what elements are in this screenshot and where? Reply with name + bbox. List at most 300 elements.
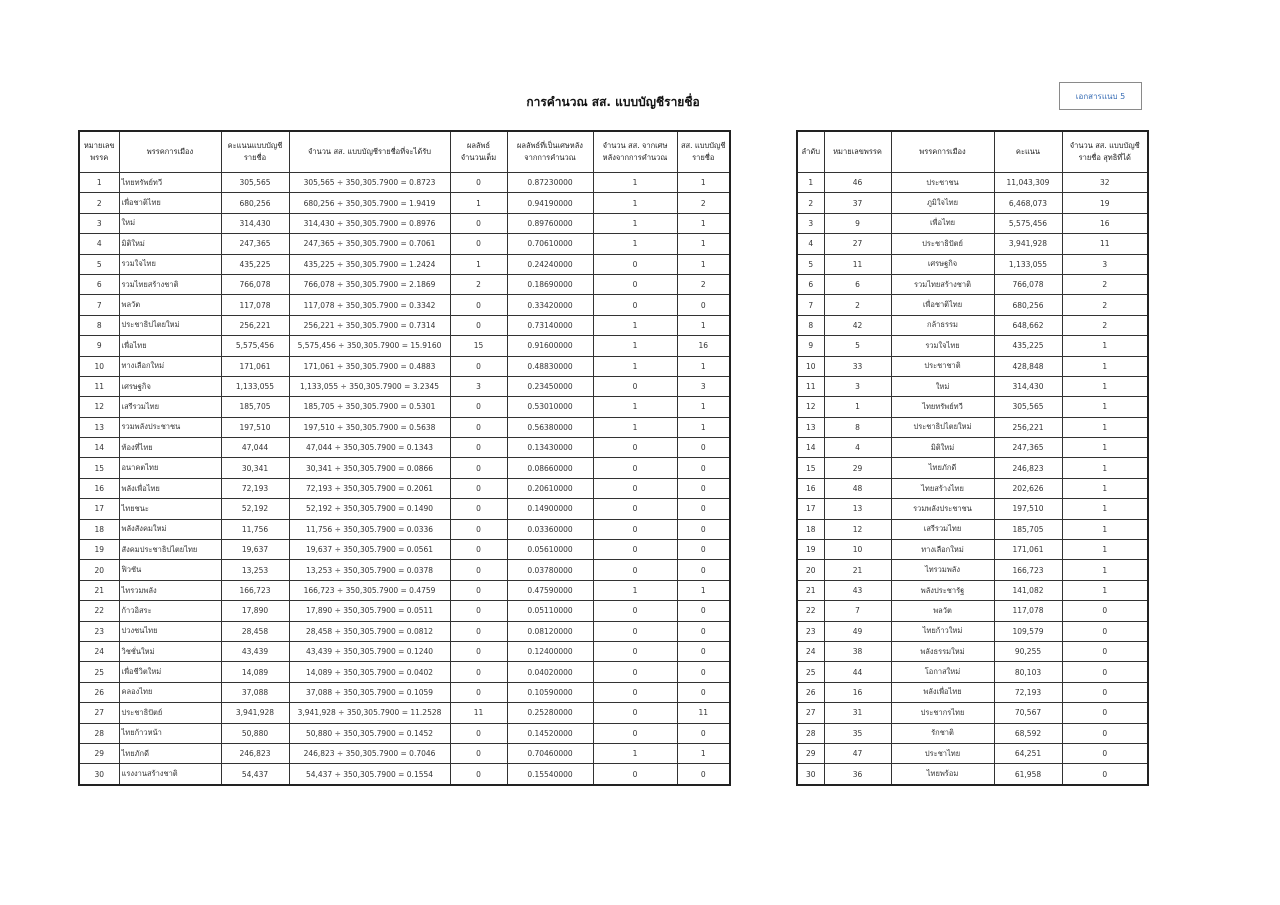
cell-remainder: 0.48830000 <box>507 356 593 376</box>
cell-votes: 52,192 <box>221 499 289 519</box>
cell-net-seats: 1 <box>1062 417 1148 437</box>
cell-remainder: 0.23450000 <box>507 376 593 396</box>
cell-net-seats: 3 <box>1062 254 1148 274</box>
cell-party-name: อนาคตไทย <box>119 458 221 478</box>
cell-remainder: 0.25280000 <box>507 703 593 723</box>
ranking-table-row <box>797 499 1148 519</box>
cell-party-name: พลังประชารัฐ <box>891 580 994 600</box>
cell-formula: 246,823 ÷ 350,305.7900 = 0.7046 <box>289 743 450 763</box>
cell-votes: 117,078 <box>221 295 289 315</box>
ranking-table-row <box>797 295 1148 315</box>
cell-rank: 6 <box>797 274 824 294</box>
cell-party-list-seats: 0 <box>677 478 730 498</box>
cell-party-name: ทางเลือกใหม่ <box>891 540 994 560</box>
ranking-table-row <box>797 213 1148 233</box>
header-integer-result: ผลลัพธ์จำนวนเต็ม <box>450 131 507 173</box>
cell-remainder: 0.14900000 <box>507 499 593 519</box>
cell-party-name: ประชาธิปัตย์ <box>119 703 221 723</box>
calc-table-row <box>79 743 730 763</box>
cell-net-seats: 32 <box>1062 173 1148 193</box>
header-party-name: พรรคการเมือง <box>119 131 221 173</box>
cell-rank: 14 <box>797 438 824 458</box>
cell-seats-from-remainder: 1 <box>593 173 677 193</box>
calc-table-row <box>79 376 730 396</box>
cell-remainder: 0.14520000 <box>507 723 593 743</box>
cell-votes: 314,430 <box>994 376 1062 396</box>
cell-party-list-seats: 1 <box>677 213 730 233</box>
cell-party-name: รวมพลังประชาชน <box>119 417 221 437</box>
cell-votes: 171,061 <box>994 540 1062 560</box>
cell-party-name: ไทยก้าวหน้า <box>119 723 221 743</box>
cell-formula: 197,510 ÷ 350,305.7900 = 0.5638 <box>289 417 450 437</box>
cell-votes: 68,592 <box>994 723 1062 743</box>
cell-rank: 5 <box>797 254 824 274</box>
cell-integer-result: 1 <box>450 254 507 274</box>
cell-votes: 247,365 <box>221 234 289 254</box>
cell-remainder: 0.33420000 <box>507 295 593 315</box>
cell-party-number: 15 <box>79 458 119 478</box>
cell-party-name: แรงงานสร้างชาติ <box>119 764 221 785</box>
cell-formula: 17,890 ÷ 350,305.7900 = 0.0511 <box>289 601 450 621</box>
calc-table-row <box>79 662 730 682</box>
cell-rank: 29 <box>797 743 824 763</box>
calc-table-row <box>79 458 730 478</box>
header-seat-formula: จำนวน สส. แบบบัญชีรายชื่อที่จะได้รับ <box>289 131 450 173</box>
cell-net-seats: 0 <box>1062 764 1148 785</box>
cell-net-seats: 2 <box>1062 315 1148 335</box>
ranking-table-row <box>797 376 1148 396</box>
cell-party-number: 12 <box>79 397 119 417</box>
cell-party-number: 8 <box>824 417 891 437</box>
cell-party-name: เพื่อไทย <box>891 213 994 233</box>
header-rank: ลำดับ <box>797 131 824 173</box>
calc-table-row <box>79 540 730 560</box>
calc-table-row <box>79 478 730 498</box>
cell-net-seats: 1 <box>1062 458 1148 478</box>
calc-table-row <box>79 356 730 376</box>
cell-votes: 435,225 <box>221 254 289 274</box>
calc-table-row <box>79 213 730 233</box>
cell-net-seats: 1 <box>1062 438 1148 458</box>
cell-remainder: 0.13430000 <box>507 438 593 458</box>
cell-net-seats: 0 <box>1062 641 1148 661</box>
cell-seats-from-remainder: 0 <box>593 540 677 560</box>
ranking-table-row <box>797 703 1148 723</box>
cell-net-seats: 0 <box>1062 601 1148 621</box>
cell-seats-from-remainder: 1 <box>593 417 677 437</box>
cell-party-name: โอกาสใหม่ <box>891 662 994 682</box>
cell-integer-result: 11 <box>450 703 507 723</box>
cell-party-number: 16 <box>79 478 119 498</box>
cell-party-list-seats: 0 <box>677 458 730 478</box>
cell-party-name: รวมไทยสร้างชาติ <box>119 274 221 294</box>
cell-party-name: ไทยภักดี <box>119 743 221 763</box>
header-remainder: ผลลัพธ์ที่เป็นเศษหลังจากการคำนวณ <box>507 131 593 173</box>
cell-seats-from-remainder: 0 <box>593 438 677 458</box>
cell-votes: 3,941,928 <box>221 703 289 723</box>
cell-seats-from-remainder: 0 <box>593 478 677 498</box>
cell-party-name: ประชาธิปไตยใหม่ <box>119 315 221 335</box>
cell-rank: 30 <box>797 764 824 785</box>
cell-party-list-seats: 0 <box>677 438 730 458</box>
cell-party-name: รวมพลังประชาชน <box>891 499 994 519</box>
cell-votes: 197,510 <box>221 417 289 437</box>
cell-formula: 256,221 ÷ 350,305.7900 = 0.7314 <box>289 315 450 335</box>
cell-votes: 17,890 <box>221 601 289 621</box>
cell-party-number: 37 <box>824 193 891 213</box>
cell-remainder: 0.89760000 <box>507 213 593 233</box>
cell-rank: 15 <box>797 458 824 478</box>
cell-party-list-seats: 1 <box>677 397 730 417</box>
cell-party-name: เศรษฐกิจ <box>891 254 994 274</box>
cell-party-name: ก้าวอิสระ <box>119 601 221 621</box>
cell-party-list-seats: 0 <box>677 601 730 621</box>
cell-votes: 11,756 <box>221 519 289 539</box>
cell-party-name: พลวัต <box>119 295 221 315</box>
cell-party-name: ไทยทรัพย์ทวี <box>119 173 221 193</box>
cell-votes: 680,256 <box>221 193 289 213</box>
calc-table-row <box>79 234 730 254</box>
cell-votes: 141,082 <box>994 580 1062 600</box>
calc-table-row <box>79 703 730 723</box>
cell-votes: 117,078 <box>994 601 1062 621</box>
cell-party-name: ไทยภักดี <box>891 458 994 478</box>
cell-party-name: ประชากรไทย <box>891 703 994 723</box>
cell-votes: 13,253 <box>221 560 289 580</box>
cell-votes: 256,221 <box>994 417 1062 437</box>
cell-votes: 70,567 <box>994 703 1062 723</box>
cell-votes: 90,255 <box>994 641 1062 661</box>
cell-party-number: 33 <box>824 356 891 376</box>
cell-net-seats: 19 <box>1062 193 1148 213</box>
cell-votes: 47,044 <box>221 438 289 458</box>
cell-integer-result: 0 <box>450 417 507 437</box>
cell-party-number: 24 <box>79 641 119 661</box>
cell-formula: 11,756 ÷ 350,305.7900 = 0.0336 <box>289 519 450 539</box>
cell-party-list-seats: 1 <box>677 315 730 335</box>
cell-party-name: ประชาชาติ <box>891 356 994 376</box>
cell-party-number: 48 <box>824 478 891 498</box>
cell-votes: 766,078 <box>994 274 1062 294</box>
cell-votes: 1,133,055 <box>994 254 1062 274</box>
cell-party-name: ไทยชนะ <box>119 499 221 519</box>
ranking-table-row <box>797 764 1148 785</box>
cell-formula: 5,575,456 ÷ 350,305.7900 = 15.9160 <box>289 336 450 356</box>
cell-party-number: 29 <box>79 743 119 763</box>
cell-votes: 11,043,309 <box>994 173 1062 193</box>
cell-party-number: 5 <box>79 254 119 274</box>
header-net-seats: จำนวน สส. แบบบัญชีรายชื่อ สุทธิที่ได้ <box>1062 131 1148 173</box>
cell-remainder: 0.47590000 <box>507 580 593 600</box>
cell-net-seats: 0 <box>1062 662 1148 682</box>
cell-seats-from-remainder: 1 <box>593 234 677 254</box>
cell-votes: 171,061 <box>221 356 289 376</box>
cell-seats-from-remainder: 0 <box>593 764 677 785</box>
cell-remainder: 0.53010000 <box>507 397 593 417</box>
calc-table-row <box>79 315 730 335</box>
cell-party-name: ไทยทรัพย์ทวี <box>891 397 994 417</box>
cell-net-seats: 1 <box>1062 336 1148 356</box>
cell-formula: 435,225 ÷ 350,305.7900 = 1.2424 <box>289 254 450 274</box>
cell-votes: 50,880 <box>221 723 289 743</box>
cell-party-number: 4 <box>79 234 119 254</box>
ranking-table-row <box>797 173 1148 193</box>
cell-integer-result: 0 <box>450 723 507 743</box>
cell-party-name: มิติใหม่ <box>119 234 221 254</box>
cell-party-number: 38 <box>824 641 891 661</box>
cell-votes: 72,193 <box>994 682 1062 702</box>
cell-net-seats: 1 <box>1062 560 1148 580</box>
cell-votes: 185,705 <box>221 397 289 417</box>
cell-votes: 247,365 <box>994 438 1062 458</box>
cell-party-number: 3 <box>824 376 891 396</box>
header-party-number: หมายเลขพรรค <box>79 131 119 173</box>
cell-integer-result: 0 <box>450 234 507 254</box>
cell-seats-from-remainder: 1 <box>593 397 677 417</box>
cell-party-number: 16 <box>824 682 891 702</box>
cell-net-seats: 1 <box>1062 356 1148 376</box>
cell-rank: 3 <box>797 213 824 233</box>
cell-votes: 435,225 <box>994 336 1062 356</box>
ranking-table-row <box>797 621 1148 641</box>
cell-net-seats: 1 <box>1062 540 1148 560</box>
cell-seats-from-remainder: 0 <box>593 641 677 661</box>
cell-party-name: ประชาไทย <box>891 743 994 763</box>
cell-remainder: 0.70610000 <box>507 234 593 254</box>
cell-party-list-seats: 0 <box>677 764 730 785</box>
cell-party-number: 13 <box>79 417 119 437</box>
cell-party-number: 2 <box>824 295 891 315</box>
cell-party-name: ฟิวชัน <box>119 560 221 580</box>
ranking-table-row <box>797 274 1148 294</box>
document-attachment-badge: เอกสารแนบ 5 <box>1059 82 1142 110</box>
cell-remainder: 0.94190000 <box>507 193 593 213</box>
cell-party-name: รวมใจไทย <box>891 336 994 356</box>
ranking-table-row <box>797 478 1148 498</box>
cell-party-list-seats: 0 <box>677 499 730 519</box>
cell-party-name: พลวัต <box>891 601 994 621</box>
cell-integer-result: 0 <box>450 356 507 376</box>
cell-party-name: พลังธรรมใหม่ <box>891 641 994 661</box>
cell-party-number: 4 <box>824 438 891 458</box>
cell-party-number: 6 <box>824 274 891 294</box>
cell-party-number: 29 <box>824 458 891 478</box>
calc-table-row <box>79 397 730 417</box>
cell-party-number: 27 <box>824 234 891 254</box>
cell-seats-from-remainder: 0 <box>593 499 677 519</box>
cell-party-number: 20 <box>79 560 119 580</box>
cell-integer-result: 0 <box>450 173 507 193</box>
cell-votes: 246,823 <box>994 458 1062 478</box>
cell-rank: 4 <box>797 234 824 254</box>
cell-party-number: 18 <box>79 519 119 539</box>
ranking-table-row <box>797 254 1148 274</box>
cell-net-seats: 0 <box>1062 703 1148 723</box>
cell-rank: 27 <box>797 703 824 723</box>
cell-net-seats: 1 <box>1062 397 1148 417</box>
cell-party-number: 3 <box>79 213 119 233</box>
cell-party-list-seats: 0 <box>677 295 730 315</box>
cell-party-number: 47 <box>824 743 891 763</box>
ranking-table-row <box>797 601 1148 621</box>
cell-integer-result: 0 <box>450 213 507 233</box>
ranking-table-row <box>797 458 1148 478</box>
cell-net-seats: 0 <box>1062 743 1148 763</box>
cell-party-list-seats: 0 <box>677 540 730 560</box>
cell-remainder: 0.03360000 <box>507 519 593 539</box>
cell-party-list-seats: 0 <box>677 519 730 539</box>
ranking-table-row <box>797 723 1148 743</box>
cell-integer-result: 0 <box>450 397 507 417</box>
cell-integer-result: 1 <box>450 193 507 213</box>
cell-integer-result: 15 <box>450 336 507 356</box>
cell-votes: 648,662 <box>994 315 1062 335</box>
cell-seats-from-remainder: 0 <box>593 560 677 580</box>
ranking-table-row <box>797 397 1148 417</box>
cell-votes: 72,193 <box>221 478 289 498</box>
cell-votes: 5,575,456 <box>994 213 1062 233</box>
ranking-table-row <box>797 682 1148 702</box>
cell-integer-result: 0 <box>450 621 507 641</box>
cell-integer-result: 0 <box>450 295 507 315</box>
calc-table-row <box>79 295 730 315</box>
cell-remainder: 0.24240000 <box>507 254 593 274</box>
cell-party-name: พลังเพื่อไทย <box>891 682 994 702</box>
cell-net-seats: 0 <box>1062 723 1148 743</box>
cell-party-list-seats: 0 <box>677 560 730 580</box>
cell-party-list-seats: 1 <box>677 234 730 254</box>
ranking-table-row <box>797 234 1148 254</box>
cell-formula: 305,565 ÷ 350,305.7900 = 0.8723 <box>289 173 450 193</box>
cell-remainder: 0.05610000 <box>507 540 593 560</box>
header-seats-from-remainder: จำนวน สส. จากเศษหลังจากการคำนวณ <box>593 131 677 173</box>
cell-party-name: ไทยก้าวใหม่ <box>891 621 994 641</box>
calc-table-row <box>79 641 730 661</box>
cell-party-list-seats: 1 <box>677 417 730 437</box>
cell-party-name: เสรีรวมไทย <box>891 519 994 539</box>
cell-net-seats: 16 <box>1062 213 1148 233</box>
cell-party-name: เพื่อชาติไทย <box>891 295 994 315</box>
cell-votes: 28,458 <box>221 621 289 641</box>
cell-party-list-seats: 0 <box>677 682 730 702</box>
cell-party-number: 1 <box>824 397 891 417</box>
cell-votes: 61,958 <box>994 764 1062 785</box>
cell-integer-result: 0 <box>450 458 507 478</box>
cell-party-number: 31 <box>824 703 891 723</box>
cell-net-seats: 1 <box>1062 580 1148 600</box>
cell-remainder: 0.18690000 <box>507 274 593 294</box>
cell-seats-from-remainder: 0 <box>593 621 677 641</box>
cell-remainder: 0.04020000 <box>507 662 593 682</box>
cell-rank: 24 <box>797 641 824 661</box>
cell-votes: 166,723 <box>994 560 1062 580</box>
cell-party-name: วิชชั่นใหม่ <box>119 641 221 661</box>
cell-votes: 766,078 <box>221 274 289 294</box>
cell-formula: 166,723 ÷ 350,305.7900 = 0.4759 <box>289 580 450 600</box>
cell-votes: 680,256 <box>994 295 1062 315</box>
cell-integer-result: 2 <box>450 274 507 294</box>
ranking-table-row <box>797 356 1148 376</box>
cell-party-number: 27 <box>79 703 119 723</box>
header-party-name: พรรคการเมือง <box>891 131 994 173</box>
cell-party-number: 30 <box>79 764 119 785</box>
cell-rank: 19 <box>797 540 824 560</box>
cell-seats-from-remainder: 1 <box>593 193 677 213</box>
cell-formula: 28,458 ÷ 350,305.7900 = 0.0812 <box>289 621 450 641</box>
calc-table-row <box>79 580 730 600</box>
cell-rank: 18 <box>797 519 824 539</box>
cell-rank: 7 <box>797 295 824 315</box>
cell-party-name: ปวงชนไทย <box>119 621 221 641</box>
cell-remainder: 0.87230000 <box>507 173 593 193</box>
cell-party-number: 36 <box>824 764 891 785</box>
cell-integer-result: 0 <box>450 478 507 498</box>
cell-formula: 72,193 ÷ 350,305.7900 = 0.2061 <box>289 478 450 498</box>
cell-party-list-seats: 0 <box>677 641 730 661</box>
cell-seats-from-remainder: 1 <box>593 580 677 600</box>
ranking-table-row <box>797 315 1148 335</box>
cell-formula: 47,044 ÷ 350,305.7900 = 0.1343 <box>289 438 450 458</box>
ranking-table-row <box>797 438 1148 458</box>
cell-party-name: เศรษฐกิจ <box>119 376 221 396</box>
cell-party-number: 12 <box>824 519 891 539</box>
ranking-table-row <box>797 193 1148 213</box>
cell-party-number: 43 <box>824 580 891 600</box>
calc-table-row <box>79 764 730 785</box>
cell-party-name: เพื่อชาติไทย <box>119 193 221 213</box>
cell-party-name: รักชาติ <box>891 723 994 743</box>
cell-integer-result: 0 <box>450 580 507 600</box>
cell-integer-result: 0 <box>450 682 507 702</box>
cell-votes: 428,848 <box>994 356 1062 376</box>
cell-rank: 16 <box>797 478 824 498</box>
cell-votes: 6,468,073 <box>994 193 1062 213</box>
cell-seats-from-remainder: 1 <box>593 743 677 763</box>
cell-party-name: ใหม่ <box>119 213 221 233</box>
cell-party-name: เพื่อไทย <box>119 336 221 356</box>
cell-party-number: 7 <box>79 295 119 315</box>
cell-party-name: มิติใหม่ <box>891 438 994 458</box>
cell-party-number: 6 <box>79 274 119 294</box>
cell-formula: 13,253 ÷ 350,305.7900 = 0.0378 <box>289 560 450 580</box>
cell-rank: 11 <box>797 376 824 396</box>
cell-seats-from-remainder: 0 <box>593 662 677 682</box>
cell-rank: 23 <box>797 621 824 641</box>
cell-party-list-seats: 11 <box>677 703 730 723</box>
cell-rank: 2 <box>797 193 824 213</box>
cell-party-number: 11 <box>79 376 119 396</box>
cell-net-seats: 2 <box>1062 295 1148 315</box>
calc-table-row <box>79 601 730 621</box>
cell-remainder: 0.56380000 <box>507 417 593 437</box>
cell-integer-result: 0 <box>450 601 507 621</box>
cell-net-seats: 1 <box>1062 499 1148 519</box>
cell-party-name: ภูมิใจไทย <box>891 193 994 213</box>
cell-party-list-seats: 0 <box>677 723 730 743</box>
cell-party-number: 21 <box>79 580 119 600</box>
cell-party-number: 2 <box>79 193 119 213</box>
cell-integer-result: 0 <box>450 764 507 785</box>
cell-formula: 3,941,928 ÷ 350,305.7900 = 11.2528 <box>289 703 450 723</box>
ranking-table-row <box>797 641 1148 661</box>
calc-table-row <box>79 417 730 437</box>
cell-party-number: 25 <box>79 662 119 682</box>
ranking-table-row <box>797 519 1148 539</box>
cell-votes: 305,565 <box>221 173 289 193</box>
cell-party-number: 26 <box>79 682 119 702</box>
cell-seats-from-remainder: 0 <box>593 519 677 539</box>
cell-rank: 22 <box>797 601 824 621</box>
